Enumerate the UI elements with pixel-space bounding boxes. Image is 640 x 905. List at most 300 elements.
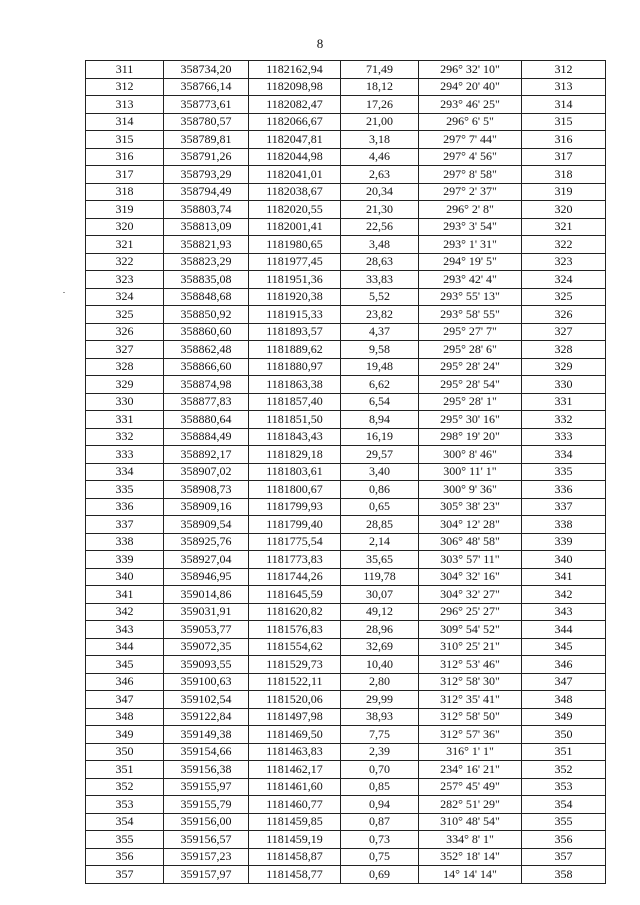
next-point-cell: 331 bbox=[522, 393, 606, 411]
x-coordinate-cell: 358927,04 bbox=[164, 551, 249, 569]
point-number-cell: 315 bbox=[86, 131, 164, 149]
length-cell: 7,75 bbox=[341, 726, 419, 744]
next-point-cell: 317 bbox=[522, 148, 606, 166]
y-coordinate-cell: 1181620,82 bbox=[249, 603, 341, 621]
y-coordinate-cell: 1181915,33 bbox=[249, 306, 341, 324]
next-point-cell: 352 bbox=[522, 761, 606, 779]
x-coordinate-cell: 358908,73 bbox=[164, 481, 249, 499]
x-coordinate-cell: 359155,79 bbox=[164, 796, 249, 814]
table-row bbox=[86, 691, 606, 709]
y-coordinate-cell: 1181799,93 bbox=[249, 498, 341, 516]
table-row bbox=[86, 533, 606, 551]
azimuth-cell: 234° 16' 21" bbox=[419, 761, 522, 779]
azimuth-cell: 296° 32' 10" bbox=[419, 61, 522, 79]
table-row bbox=[86, 288, 606, 306]
length-cell: 0,73 bbox=[341, 831, 419, 849]
next-point-cell: 333 bbox=[522, 428, 606, 446]
length-cell: 0,75 bbox=[341, 848, 419, 866]
point-number-cell: 331 bbox=[86, 411, 164, 429]
table-row bbox=[86, 516, 606, 534]
x-coordinate-cell: 358884,49 bbox=[164, 428, 249, 446]
next-point-cell: 346 bbox=[522, 656, 606, 674]
y-coordinate-cell: 1181744,26 bbox=[249, 568, 341, 586]
length-cell: 9,58 bbox=[341, 341, 419, 359]
point-number-cell: 355 bbox=[86, 831, 164, 849]
y-coordinate-cell: 1182001,41 bbox=[249, 218, 341, 236]
length-cell: 30,07 bbox=[341, 586, 419, 604]
table-row bbox=[86, 271, 606, 289]
length-cell: 0,70 bbox=[341, 761, 419, 779]
length-cell: 23,82 bbox=[341, 306, 419, 324]
y-coordinate-cell: 1181469,50 bbox=[249, 726, 341, 744]
point-number-cell: 320 bbox=[86, 218, 164, 236]
length-cell: 21,00 bbox=[341, 113, 419, 131]
table-row bbox=[86, 551, 606, 569]
y-coordinate-cell: 1181459,85 bbox=[249, 813, 341, 831]
x-coordinate-cell: 359156,38 bbox=[164, 761, 249, 779]
point-number-cell: 311 bbox=[86, 61, 164, 79]
table-row bbox=[86, 183, 606, 201]
y-coordinate-cell: 1181880,97 bbox=[249, 358, 341, 376]
next-point-cell: 319 bbox=[522, 183, 606, 201]
next-point-cell: 320 bbox=[522, 201, 606, 219]
azimuth-cell: 297° 4' 56" bbox=[419, 148, 522, 166]
length-cell: 0,94 bbox=[341, 796, 419, 814]
azimuth-cell: 304° 32' 16" bbox=[419, 568, 522, 586]
point-number-cell: 327 bbox=[86, 341, 164, 359]
next-point-cell: 323 bbox=[522, 253, 606, 271]
table-row bbox=[86, 673, 606, 691]
table-row bbox=[86, 446, 606, 464]
y-coordinate-cell: 1181461,60 bbox=[249, 778, 341, 796]
azimuth-cell: 296° 6' 5" bbox=[419, 113, 522, 131]
next-point-cell: 350 bbox=[522, 726, 606, 744]
table-row bbox=[86, 848, 606, 866]
next-point-cell: 312 bbox=[522, 61, 606, 79]
y-coordinate-cell: 1181843,43 bbox=[249, 428, 341, 446]
table-row bbox=[86, 586, 606, 604]
azimuth-cell: 312° 58' 50" bbox=[419, 708, 522, 726]
azimuth-cell: 295° 28' 1" bbox=[419, 393, 522, 411]
y-coordinate-cell: 1181460,77 bbox=[249, 796, 341, 814]
x-coordinate-cell: 358874,98 bbox=[164, 376, 249, 394]
length-cell: 49,12 bbox=[341, 603, 419, 621]
y-coordinate-cell: 1181951,36 bbox=[249, 271, 341, 289]
table-row bbox=[86, 831, 606, 849]
length-cell: 0,87 bbox=[341, 813, 419, 831]
point-number-cell: 352 bbox=[86, 778, 164, 796]
next-point-cell: 347 bbox=[522, 673, 606, 691]
point-number-cell: 316 bbox=[86, 148, 164, 166]
table-row bbox=[86, 568, 606, 586]
point-number-cell: 337 bbox=[86, 516, 164, 534]
table-row bbox=[86, 376, 606, 394]
next-point-cell: 338 bbox=[522, 516, 606, 534]
next-point-cell: 349 bbox=[522, 708, 606, 726]
next-point-cell: 351 bbox=[522, 743, 606, 761]
table-row bbox=[86, 813, 606, 831]
y-coordinate-cell: 1181800,67 bbox=[249, 481, 341, 499]
azimuth-cell: 295° 27' 7" bbox=[419, 323, 522, 341]
point-number-cell: 342 bbox=[86, 603, 164, 621]
y-coordinate-cell: 1181851,50 bbox=[249, 411, 341, 429]
azimuth-cell: 295° 28' 6" bbox=[419, 341, 522, 359]
y-coordinate-cell: 1181829,18 bbox=[249, 446, 341, 464]
next-point-cell: 324 bbox=[522, 271, 606, 289]
y-coordinate-cell: 1181462,17 bbox=[249, 761, 341, 779]
azimuth-cell: 312° 58' 30" bbox=[419, 673, 522, 691]
length-cell: 21,30 bbox=[341, 201, 419, 219]
azimuth-cell: 294° 19' 5" bbox=[419, 253, 522, 271]
y-coordinate-cell: 1182038,67 bbox=[249, 183, 341, 201]
margin-dot bbox=[63, 292, 65, 293]
length-cell: 5,52 bbox=[341, 288, 419, 306]
length-cell: 28,85 bbox=[341, 516, 419, 534]
y-coordinate-cell: 1181863,38 bbox=[249, 376, 341, 394]
y-coordinate-cell: 1181803,61 bbox=[249, 463, 341, 481]
next-point-cell: 322 bbox=[522, 236, 606, 254]
point-number-cell: 356 bbox=[86, 848, 164, 866]
length-cell: 35,65 bbox=[341, 551, 419, 569]
length-cell: 33,83 bbox=[341, 271, 419, 289]
point-number-cell: 317 bbox=[86, 166, 164, 184]
table-row bbox=[86, 778, 606, 796]
length-cell: 3,40 bbox=[341, 463, 419, 481]
point-number-cell: 338 bbox=[86, 533, 164, 551]
point-number-cell: 322 bbox=[86, 253, 164, 271]
azimuth-cell: 295° 30' 16" bbox=[419, 411, 522, 429]
table-row bbox=[86, 726, 606, 744]
x-coordinate-cell: 358880,64 bbox=[164, 411, 249, 429]
length-cell: 32,69 bbox=[341, 638, 419, 656]
point-number-cell: 353 bbox=[86, 796, 164, 814]
point-number-cell: 357 bbox=[86, 866, 164, 884]
length-cell: 71,49 bbox=[341, 61, 419, 79]
table-row bbox=[86, 708, 606, 726]
length-cell: 2,80 bbox=[341, 673, 419, 691]
length-cell: 38,93 bbox=[341, 708, 419, 726]
azimuth-cell: 305° 38' 23" bbox=[419, 498, 522, 516]
x-coordinate-cell: 358794,49 bbox=[164, 183, 249, 201]
point-number-cell: 325 bbox=[86, 306, 164, 324]
length-cell: 0,86 bbox=[341, 481, 419, 499]
length-cell: 19,48 bbox=[341, 358, 419, 376]
y-coordinate-cell: 1182020,55 bbox=[249, 201, 341, 219]
table-row bbox=[86, 481, 606, 499]
next-point-cell: 355 bbox=[522, 813, 606, 831]
next-point-cell: 321 bbox=[522, 218, 606, 236]
point-number-cell: 341 bbox=[86, 586, 164, 604]
length-cell: 3,18 bbox=[341, 131, 419, 149]
table-row bbox=[86, 61, 606, 79]
next-point-cell: 343 bbox=[522, 603, 606, 621]
next-point-cell: 316 bbox=[522, 131, 606, 149]
table-row bbox=[86, 761, 606, 779]
table-row bbox=[86, 201, 606, 219]
next-point-cell: 341 bbox=[522, 568, 606, 586]
x-coordinate-cell: 359157,23 bbox=[164, 848, 249, 866]
table-row bbox=[86, 656, 606, 674]
length-cell: 6,54 bbox=[341, 393, 419, 411]
point-number-cell: 339 bbox=[86, 551, 164, 569]
length-cell: 18,12 bbox=[341, 78, 419, 96]
next-point-cell: 326 bbox=[522, 306, 606, 324]
point-number-cell: 336 bbox=[86, 498, 164, 516]
x-coordinate-cell: 359031,91 bbox=[164, 603, 249, 621]
table-row bbox=[86, 113, 606, 131]
y-coordinate-cell: 1181522,11 bbox=[249, 673, 341, 691]
y-coordinate-cell: 1181857,40 bbox=[249, 393, 341, 411]
point-number-cell: 312 bbox=[86, 78, 164, 96]
x-coordinate-cell: 359157,97 bbox=[164, 866, 249, 884]
x-coordinate-cell: 358909,54 bbox=[164, 516, 249, 534]
next-point-cell: 332 bbox=[522, 411, 606, 429]
x-coordinate-cell: 358848,68 bbox=[164, 288, 249, 306]
table-row bbox=[86, 253, 606, 271]
next-point-cell: 318 bbox=[522, 166, 606, 184]
length-cell: 6,62 bbox=[341, 376, 419, 394]
azimuth-cell: 334° 8' 1" bbox=[419, 831, 522, 849]
azimuth-cell: 293° 1' 31" bbox=[419, 236, 522, 254]
next-point-cell: 345 bbox=[522, 638, 606, 656]
x-coordinate-cell: 359156,00 bbox=[164, 813, 249, 831]
next-point-cell: 329 bbox=[522, 358, 606, 376]
next-point-cell: 328 bbox=[522, 341, 606, 359]
x-coordinate-cell: 358925,76 bbox=[164, 533, 249, 551]
length-cell: 0,85 bbox=[341, 778, 419, 796]
table-row bbox=[86, 796, 606, 814]
x-coordinate-cell: 358835,08 bbox=[164, 271, 249, 289]
next-point-cell: 354 bbox=[522, 796, 606, 814]
azimuth-cell: 293° 46' 25" bbox=[419, 96, 522, 114]
next-point-cell: 313 bbox=[522, 78, 606, 96]
azimuth-cell: 293° 55' 13" bbox=[419, 288, 522, 306]
coordinates-table bbox=[85, 60, 606, 884]
point-number-cell: 318 bbox=[86, 183, 164, 201]
point-number-cell: 349 bbox=[86, 726, 164, 744]
next-point-cell: 325 bbox=[522, 288, 606, 306]
table-row bbox=[86, 323, 606, 341]
y-coordinate-cell: 1182082,47 bbox=[249, 96, 341, 114]
y-coordinate-cell: 1181554,62 bbox=[249, 638, 341, 656]
table-row bbox=[86, 78, 606, 96]
length-cell: 3,48 bbox=[341, 236, 419, 254]
x-coordinate-cell: 358766,14 bbox=[164, 78, 249, 96]
table-row bbox=[86, 428, 606, 446]
next-point-cell: 348 bbox=[522, 691, 606, 709]
length-cell: 16,19 bbox=[341, 428, 419, 446]
x-coordinate-cell: 359014,86 bbox=[164, 586, 249, 604]
x-coordinate-cell: 358789,81 bbox=[164, 131, 249, 149]
table-row bbox=[86, 411, 606, 429]
y-coordinate-cell: 1182047,81 bbox=[249, 131, 341, 149]
point-number-cell: 343 bbox=[86, 621, 164, 639]
length-cell: 22,56 bbox=[341, 218, 419, 236]
next-point-cell: 334 bbox=[522, 446, 606, 464]
x-coordinate-cell: 358909,16 bbox=[164, 498, 249, 516]
point-number-cell: 344 bbox=[86, 638, 164, 656]
table-row bbox=[86, 166, 606, 184]
azimuth-cell: 14° 14' 14" bbox=[419, 866, 522, 884]
point-number-cell: 335 bbox=[86, 481, 164, 499]
next-point-cell: 330 bbox=[522, 376, 606, 394]
length-cell: 28,63 bbox=[341, 253, 419, 271]
next-point-cell: 314 bbox=[522, 96, 606, 114]
azimuth-cell: 293° 58' 55" bbox=[419, 306, 522, 324]
coordinates-table-body bbox=[86, 61, 606, 884]
x-coordinate-cell: 359053,77 bbox=[164, 621, 249, 639]
azimuth-cell: 310° 48' 54" bbox=[419, 813, 522, 831]
azimuth-cell: 296° 25' 27" bbox=[419, 603, 522, 621]
y-coordinate-cell: 1181458,77 bbox=[249, 866, 341, 884]
x-coordinate-cell: 358813,09 bbox=[164, 218, 249, 236]
azimuth-cell: 297° 7' 44" bbox=[419, 131, 522, 149]
length-cell: 2,39 bbox=[341, 743, 419, 761]
x-coordinate-cell: 359154,66 bbox=[164, 743, 249, 761]
point-number-cell: 321 bbox=[86, 236, 164, 254]
x-coordinate-cell: 359093,55 bbox=[164, 656, 249, 674]
table-row bbox=[86, 306, 606, 324]
length-cell: 8,94 bbox=[341, 411, 419, 429]
point-number-cell: 319 bbox=[86, 201, 164, 219]
table-row bbox=[86, 393, 606, 411]
azimuth-cell: 300° 11' 1" bbox=[419, 463, 522, 481]
next-point-cell: 344 bbox=[522, 621, 606, 639]
length-cell: 17,26 bbox=[341, 96, 419, 114]
table-row bbox=[86, 463, 606, 481]
table-row bbox=[86, 603, 606, 621]
point-number-cell: 345 bbox=[86, 656, 164, 674]
x-coordinate-cell: 359100,63 bbox=[164, 673, 249, 691]
y-coordinate-cell: 1181980,65 bbox=[249, 236, 341, 254]
x-coordinate-cell: 358892,17 bbox=[164, 446, 249, 464]
table-row bbox=[86, 743, 606, 761]
y-coordinate-cell: 1181497,98 bbox=[249, 708, 341, 726]
x-coordinate-cell: 358866,60 bbox=[164, 358, 249, 376]
azimuth-cell: 312° 35' 41" bbox=[419, 691, 522, 709]
x-coordinate-cell: 359122,84 bbox=[164, 708, 249, 726]
length-cell: 0,65 bbox=[341, 498, 419, 516]
next-point-cell: 337 bbox=[522, 498, 606, 516]
table-row bbox=[86, 148, 606, 166]
y-coordinate-cell: 1181645,59 bbox=[249, 586, 341, 604]
y-coordinate-cell: 1182162,94 bbox=[249, 61, 341, 79]
next-point-cell: 356 bbox=[522, 831, 606, 849]
table-row bbox=[86, 96, 606, 114]
point-number-cell: 330 bbox=[86, 393, 164, 411]
azimuth-cell: 295° 28' 24" bbox=[419, 358, 522, 376]
table-row bbox=[86, 341, 606, 359]
table-row bbox=[86, 236, 606, 254]
next-point-cell: 353 bbox=[522, 778, 606, 796]
y-coordinate-cell: 1181799,40 bbox=[249, 516, 341, 534]
table-row bbox=[86, 218, 606, 236]
length-cell: 119,78 bbox=[341, 568, 419, 586]
point-number-cell: 351 bbox=[86, 761, 164, 779]
table-row bbox=[86, 638, 606, 656]
azimuth-cell: 303° 57' 11" bbox=[419, 551, 522, 569]
point-number-cell: 326 bbox=[86, 323, 164, 341]
x-coordinate-cell: 358907,02 bbox=[164, 463, 249, 481]
table-row bbox=[86, 621, 606, 639]
x-coordinate-cell: 358773,61 bbox=[164, 96, 249, 114]
azimuth-cell: 312° 57' 36" bbox=[419, 726, 522, 744]
azimuth-cell: 312° 53' 46" bbox=[419, 656, 522, 674]
azimuth-cell: 300° 8' 46" bbox=[419, 446, 522, 464]
length-cell: 4,46 bbox=[341, 148, 419, 166]
y-coordinate-cell: 1181458,87 bbox=[249, 848, 341, 866]
next-point-cell: 342 bbox=[522, 586, 606, 604]
table-row bbox=[86, 498, 606, 516]
y-coordinate-cell: 1181773,83 bbox=[249, 551, 341, 569]
x-coordinate-cell: 358791,26 bbox=[164, 148, 249, 166]
azimuth-cell: 257° 45' 49" bbox=[419, 778, 522, 796]
azimuth-cell: 310° 25' 21" bbox=[419, 638, 522, 656]
point-number-cell: 334 bbox=[86, 463, 164, 481]
x-coordinate-cell: 358860,60 bbox=[164, 323, 249, 341]
azimuth-cell: 296° 2' 8" bbox=[419, 201, 522, 219]
point-number-cell: 340 bbox=[86, 568, 164, 586]
y-coordinate-cell: 1182098,98 bbox=[249, 78, 341, 96]
point-number-cell: 347 bbox=[86, 691, 164, 709]
point-number-cell: 323 bbox=[86, 271, 164, 289]
next-point-cell: 327 bbox=[522, 323, 606, 341]
y-coordinate-cell: 1182044,98 bbox=[249, 148, 341, 166]
length-cell: 10,40 bbox=[341, 656, 419, 674]
y-coordinate-cell: 1181920,38 bbox=[249, 288, 341, 306]
azimuth-cell: 306° 48' 58" bbox=[419, 533, 522, 551]
x-coordinate-cell: 358850,92 bbox=[164, 306, 249, 324]
point-number-cell: 324 bbox=[86, 288, 164, 306]
azimuth-cell: 297° 2' 37" bbox=[419, 183, 522, 201]
azimuth-cell: 298° 19' 20" bbox=[419, 428, 522, 446]
y-coordinate-cell: 1181977,45 bbox=[249, 253, 341, 271]
x-coordinate-cell: 359102,54 bbox=[164, 691, 249, 709]
x-coordinate-cell: 359155,97 bbox=[164, 778, 249, 796]
azimuth-cell: 300° 9' 36" bbox=[419, 481, 522, 499]
point-number-cell: 346 bbox=[86, 673, 164, 691]
length-cell: 2,14 bbox=[341, 533, 419, 551]
y-coordinate-cell: 1181529,73 bbox=[249, 656, 341, 674]
y-coordinate-cell: 1181463,83 bbox=[249, 743, 341, 761]
azimuth-cell: 304° 12' 28" bbox=[419, 516, 522, 534]
azimuth-cell: 297° 8' 58" bbox=[419, 166, 522, 184]
azimuth-cell: 295° 28' 54" bbox=[419, 376, 522, 394]
length-cell: 2,63 bbox=[341, 166, 419, 184]
length-cell: 20,34 bbox=[341, 183, 419, 201]
x-coordinate-cell: 358734,20 bbox=[164, 61, 249, 79]
azimuth-cell: 282° 51' 29" bbox=[419, 796, 522, 814]
next-point-cell: 357 bbox=[522, 848, 606, 866]
azimuth-cell: 316° 1' 1" bbox=[419, 743, 522, 761]
x-coordinate-cell: 358803,74 bbox=[164, 201, 249, 219]
point-number-cell: 329 bbox=[86, 376, 164, 394]
point-number-cell: 350 bbox=[86, 743, 164, 761]
length-cell: 29,99 bbox=[341, 691, 419, 709]
x-coordinate-cell: 359156,57 bbox=[164, 831, 249, 849]
length-cell: 29,57 bbox=[341, 446, 419, 464]
y-coordinate-cell: 1182066,67 bbox=[249, 113, 341, 131]
next-point-cell: 335 bbox=[522, 463, 606, 481]
point-number-cell: 314 bbox=[86, 113, 164, 131]
azimuth-cell: 304° 32' 27" bbox=[419, 586, 522, 604]
y-coordinate-cell: 1181576,83 bbox=[249, 621, 341, 639]
point-number-cell: 328 bbox=[86, 358, 164, 376]
y-coordinate-cell: 1181893,57 bbox=[249, 323, 341, 341]
x-coordinate-cell: 358823,29 bbox=[164, 253, 249, 271]
azimuth-cell: 309° 54' 52" bbox=[419, 621, 522, 639]
length-cell: 4,37 bbox=[341, 323, 419, 341]
